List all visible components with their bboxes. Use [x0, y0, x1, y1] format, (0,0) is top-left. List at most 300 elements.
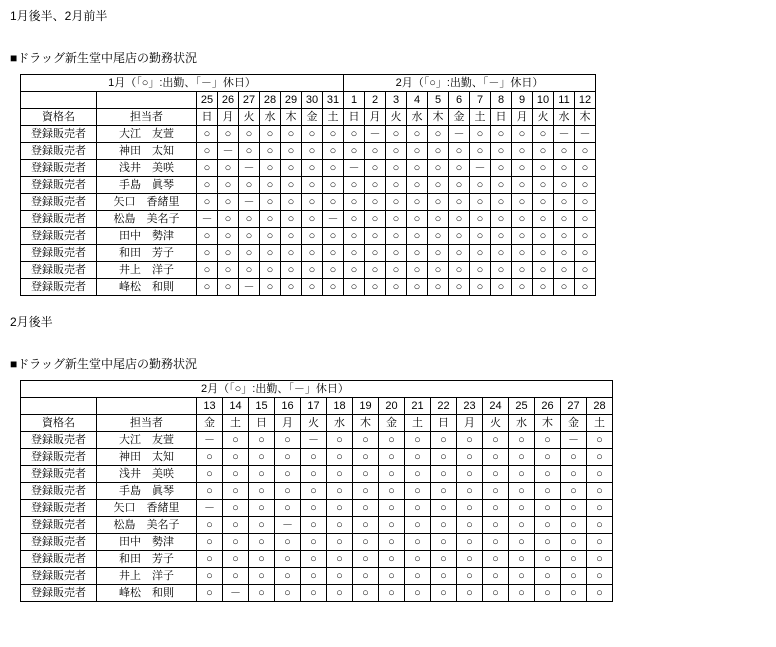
day-cell: 31: [323, 92, 344, 109]
attendance-mark-cell: ○: [561, 483, 587, 500]
attendance-mark-cell: ○: [323, 177, 344, 194]
attendance-mark-cell: ○: [575, 177, 596, 194]
attendance-mark-cell: ○: [587, 449, 613, 466]
attendance-mark-cell: ○: [533, 194, 554, 211]
dow-cell: 月: [365, 109, 386, 126]
attendance-mark-cell: ○: [197, 262, 218, 279]
attendance-mark-cell: ○: [386, 262, 407, 279]
attendance-mark-cell: ○: [561, 568, 587, 585]
staff-name-cell: 浅井 美咲: [97, 466, 197, 483]
table-row: [21, 279, 596, 296]
attendance-mark-cell: ○: [281, 279, 302, 296]
dow-cell: 土: [223, 415, 249, 432]
attendance-mark-cell: ○: [302, 126, 323, 143]
attendance-mark-cell: ○: [587, 568, 613, 585]
attendance-mark-cell: ○: [281, 262, 302, 279]
day-cell: 3: [386, 92, 407, 109]
attendance-mark-cell: ○: [470, 211, 491, 228]
dow-cell: 火: [386, 109, 407, 126]
attendance-mark-cell: ○: [218, 245, 239, 262]
attendance-mark-cell: ○: [218, 211, 239, 228]
attendance-mark-cell: ○: [386, 194, 407, 211]
attendance-mark-cell: ○: [407, 194, 428, 211]
dow-cell: 木: [428, 109, 449, 126]
attendance-mark-cell: ○: [535, 568, 561, 585]
attendance-mark-cell: ○: [533, 228, 554, 245]
attendance-mark-cell: ○: [281, 228, 302, 245]
attendance-mark-cell: ○: [457, 500, 483, 517]
attendance-mark-cell: ○: [386, 228, 407, 245]
attendance-mark-cell: ○: [457, 517, 483, 534]
attendance-mark-cell: ○: [554, 160, 575, 177]
attendance-mark-cell: ○: [260, 126, 281, 143]
attendance-mark-cell: ○: [431, 534, 457, 551]
attendance-mark-cell: ○: [554, 194, 575, 211]
attendance-mark-cell: ○: [535, 517, 561, 534]
attendance-mark-cell: ○: [323, 245, 344, 262]
attendance-mark-cell: ○: [218, 194, 239, 211]
attendance-mark-cell: ○: [575, 211, 596, 228]
attendance-mark-cell: ○: [575, 245, 596, 262]
col-header-name: 担当者: [97, 109, 197, 126]
table-row: [21, 483, 613, 500]
attendance-mark-cell: ○: [223, 432, 249, 449]
attendance-mark-cell: ○: [344, 143, 365, 160]
day-cell: 24: [483, 398, 509, 415]
attendance-mark-cell: ○: [533, 262, 554, 279]
staff-name-cell: 矢口 香緒里: [97, 500, 197, 517]
staff-name-cell: 田中 勢津: [97, 534, 197, 551]
attendance-rows-first-half: [21, 126, 596, 296]
attendance-mark-cell: ○: [327, 585, 353, 602]
staff-name-cell: 和田 芳子: [97, 245, 197, 262]
attendance-mark-cell: ○: [353, 534, 379, 551]
attendance-mark-cell: ○: [327, 449, 353, 466]
attendance-mark-cell: －: [561, 432, 587, 449]
attendance-mark-cell: ○: [275, 568, 301, 585]
attendance-mark-cell: ○: [353, 517, 379, 534]
attendance-mark-cell: ○: [275, 534, 301, 551]
attendance-mark-cell: ○: [223, 500, 249, 517]
attendance-mark-cell: ○: [260, 211, 281, 228]
attendance-mark-cell: ○: [281, 160, 302, 177]
attendance-mark-cell: －: [239, 279, 260, 296]
group-header-feb: 2月（「○」:出勤、「－」休日）: [344, 75, 596, 92]
dow-cell: 日: [431, 415, 457, 432]
attendance-mark-cell: ○: [561, 551, 587, 568]
attendance-mark-cell: ○: [218, 228, 239, 245]
attendance-mark-cell: ○: [491, 211, 512, 228]
dow-cell: 月: [275, 415, 301, 432]
attendance-mark-cell: ○: [470, 177, 491, 194]
attendance-mark-cell: ○: [344, 177, 365, 194]
section2-heading: ■ドラッグ新生堂中尾店の勤務状況: [10, 357, 198, 371]
attendance-mark-cell: ○: [431, 568, 457, 585]
qualification-cell: 登録販売者: [21, 126, 97, 143]
attendance-mark-cell: ○: [239, 143, 260, 160]
attendance-mark-cell: ○: [483, 483, 509, 500]
qualification-cell: 登録販売者: [21, 568, 97, 585]
attendance-mark-cell: ○: [260, 177, 281, 194]
attendance-mark-cell: ○: [275, 449, 301, 466]
attendance-mark-cell: ○: [457, 585, 483, 602]
section1-heading: ■ドラッグ新生堂中尾店の勤務状況: [10, 51, 198, 65]
attendance-mark-cell: ○: [561, 534, 587, 551]
attendance-mark-cell: ○: [327, 517, 353, 534]
attendance-mark-cell: ○: [575, 160, 596, 177]
attendance-mark-cell: ○: [197, 551, 223, 568]
attendance-mark-cell: ○: [386, 177, 407, 194]
attendance-mark-cell: ○: [249, 585, 275, 602]
attendance-mark-cell: ○: [587, 534, 613, 551]
attendance-mark-cell: ○: [431, 585, 457, 602]
attendance-mark-cell: ○: [249, 449, 275, 466]
attendance-mark-cell: ○: [470, 194, 491, 211]
attendance-mark-cell: ○: [405, 568, 431, 585]
table-row: [21, 126, 596, 143]
attendance-mark-cell: ○: [365, 279, 386, 296]
qualification-cell: 登録販売者: [21, 211, 97, 228]
attendance-mark-cell: ○: [431, 432, 457, 449]
dow-cell: 日: [197, 109, 218, 126]
day-cell: 2: [365, 92, 386, 109]
attendance-rows-second-half: [21, 432, 613, 602]
attendance-mark-cell: ○: [512, 177, 533, 194]
attendance-mark-cell: ○: [535, 466, 561, 483]
table-row: [21, 194, 596, 211]
staff-name-cell: 和田 芳子: [97, 551, 197, 568]
staff-name-cell: 松島 美名子: [97, 211, 197, 228]
day-cell: 25: [197, 92, 218, 109]
attendance-mark-cell: ○: [587, 432, 613, 449]
attendance-mark-cell: ○: [470, 262, 491, 279]
attendance-mark-cell: ○: [323, 262, 344, 279]
attendance-mark-cell: ○: [405, 483, 431, 500]
attendance-mark-cell: ○: [587, 585, 613, 602]
dow-cell: 木: [281, 109, 302, 126]
attendance-mark-cell: ○: [239, 126, 260, 143]
attendance-mark-cell: ○: [302, 177, 323, 194]
staff-name-cell: 井上 洋子: [97, 568, 197, 585]
qualification-cell: 登録販売者: [21, 143, 97, 160]
attendance-mark-cell: ○: [365, 211, 386, 228]
attendance-mark-cell: ○: [302, 245, 323, 262]
dow-cell: 月: [512, 109, 533, 126]
attendance-mark-cell: ○: [301, 534, 327, 551]
day-cell: 30: [302, 92, 323, 109]
attendance-mark-cell: ○: [218, 279, 239, 296]
attendance-mark-cell: ○: [575, 143, 596, 160]
attendance-mark-cell: －: [197, 432, 223, 449]
dow-cell: 金: [561, 415, 587, 432]
staff-name-cell: 浅井 美咲: [97, 160, 197, 177]
attendance-mark-cell: ○: [260, 194, 281, 211]
table-row: [21, 585, 613, 602]
attendance-mark-cell: ○: [405, 585, 431, 602]
attendance-mark-cell: ○: [353, 551, 379, 568]
day-cell: 18: [327, 398, 353, 415]
attendance-mark-cell: ○: [302, 143, 323, 160]
attendance-mark-cell: ○: [327, 432, 353, 449]
qualification-cell: 登録販売者: [21, 534, 97, 551]
attendance-mark-cell: ○: [535, 551, 561, 568]
attendance-mark-cell: ○: [386, 143, 407, 160]
attendance-mark-cell: ○: [223, 483, 249, 500]
attendance-mark-cell: ○: [491, 177, 512, 194]
attendance-mark-cell: ○: [249, 551, 275, 568]
day-cell: 21: [405, 398, 431, 415]
qualification-cell: 登録販売者: [21, 245, 97, 262]
dow-cell: 木: [535, 415, 561, 432]
dow-cell: 水: [327, 415, 353, 432]
attendance-mark-cell: ○: [587, 466, 613, 483]
attendance-mark-cell: ○: [428, 245, 449, 262]
attendance-mark-cell: ○: [533, 143, 554, 160]
attendance-mark-cell: ○: [509, 483, 535, 500]
day-cell: 13: [197, 398, 223, 415]
group-header-feb: 2月（「○」:出勤、「－」休日）: [21, 381, 613, 398]
table-row: [21, 211, 596, 228]
table-group-header-row: [21, 381, 613, 398]
attendance-mark-cell: ○: [223, 568, 249, 585]
qualification-cell: 登録販売者: [21, 177, 97, 194]
attendance-mark-cell: ○: [239, 228, 260, 245]
attendance-mark-cell: ○: [197, 228, 218, 245]
dow-cell: 金: [197, 415, 223, 432]
attendance-mark-cell: ○: [344, 211, 365, 228]
attendance-mark-cell: ○: [223, 449, 249, 466]
staff-name-cell: 松島 美名子: [97, 517, 197, 534]
attendance-mark-cell: ○: [301, 483, 327, 500]
attendance-mark-cell: ○: [470, 228, 491, 245]
attendance-mark-cell: ○: [302, 194, 323, 211]
attendance-mark-cell: －: [470, 160, 491, 177]
attendance-mark-cell: ○: [353, 568, 379, 585]
attendance-mark-cell: ○: [281, 177, 302, 194]
attendance-mark-cell: ○: [431, 500, 457, 517]
mid-note: 2月後半: [10, 315, 53, 329]
attendance-mark-cell: ○: [554, 177, 575, 194]
table-row: [21, 432, 613, 449]
attendance-mark-cell: －: [218, 143, 239, 160]
table-dow-row: [21, 109, 596, 126]
qualification-cell: 登録販売者: [21, 500, 97, 517]
dow-cell: 火: [301, 415, 327, 432]
attendance-mark-cell: ○: [386, 126, 407, 143]
attendance-mark-cell: ○: [379, 500, 405, 517]
attendance-mark-cell: ○: [353, 500, 379, 517]
top-note: 1月後半、2月前半: [10, 9, 108, 23]
attendance-mark-cell: ○: [533, 211, 554, 228]
attendance-mark-cell: ○: [301, 466, 327, 483]
attendance-mark-cell: ○: [249, 568, 275, 585]
attendance-mark-cell: ○: [483, 466, 509, 483]
attendance-mark-cell: －: [575, 126, 596, 143]
attendance-mark-cell: ○: [275, 483, 301, 500]
table-row: [21, 568, 613, 585]
day-cell: 27: [239, 92, 260, 109]
attendance-mark-cell: ○: [554, 279, 575, 296]
attendance-mark-cell: ○: [491, 194, 512, 211]
attendance-mark-cell: ○: [197, 449, 223, 466]
attendance-mark-cell: ○: [533, 245, 554, 262]
dow-cell: 木: [353, 415, 379, 432]
day-cell: 25: [509, 398, 535, 415]
attendance-mark-cell: －: [449, 126, 470, 143]
attendance-mark-cell: －: [554, 126, 575, 143]
attendance-mark-cell: ○: [533, 279, 554, 296]
attendance-mark-cell: ○: [431, 483, 457, 500]
attendance-mark-cell: ○: [428, 228, 449, 245]
attendance-mark-cell: －: [197, 500, 223, 517]
attendance-mark-cell: ○: [457, 466, 483, 483]
attendance-mark-cell: ○: [323, 160, 344, 177]
attendance-mark-cell: ○: [491, 262, 512, 279]
attendance-mark-cell: ○: [379, 517, 405, 534]
table-row: [21, 143, 596, 160]
attendance-mark-cell: ○: [407, 160, 428, 177]
table-row: [21, 177, 596, 194]
attendance-mark-cell: ○: [249, 500, 275, 517]
attendance-mark-cell: ○: [344, 194, 365, 211]
dow-cell: 日: [344, 109, 365, 126]
attendance-mark-cell: ○: [491, 126, 512, 143]
attendance-mark-cell: ○: [365, 177, 386, 194]
attendance-mark-cell: ○: [281, 126, 302, 143]
col-header-name: 担当者: [97, 415, 197, 432]
attendance-mark-cell: ○: [535, 432, 561, 449]
attendance-mark-cell: ○: [509, 534, 535, 551]
attendance-mark-cell: ○: [302, 228, 323, 245]
attendance-mark-cell: ○: [509, 466, 535, 483]
attendance-mark-cell: ○: [379, 432, 405, 449]
attendance-mark-cell: ○: [575, 228, 596, 245]
attendance-mark-cell: ○: [353, 432, 379, 449]
day-cell: 15: [249, 398, 275, 415]
attendance-mark-cell: ○: [301, 585, 327, 602]
attendance-mark-cell: ○: [428, 143, 449, 160]
attendance-mark-cell: ○: [223, 551, 249, 568]
dow-cell: 土: [470, 109, 491, 126]
staff-name-cell: 手島 眞琴: [97, 177, 197, 194]
attendance-mark-cell: ○: [554, 228, 575, 245]
table-row: [21, 534, 613, 551]
attendance-mark-cell: ○: [483, 432, 509, 449]
attendance-mark-cell: ○: [535, 534, 561, 551]
attendance-mark-cell: ○: [386, 279, 407, 296]
dow-cell: 日: [249, 415, 275, 432]
attendance-mark-cell: ○: [407, 279, 428, 296]
table-row: [21, 466, 613, 483]
attendance-mark-cell: ○: [449, 228, 470, 245]
attendance-mark-cell: ○: [449, 211, 470, 228]
attendance-mark-cell: ○: [449, 245, 470, 262]
qualification-cell: 登録販売者: [21, 449, 97, 466]
attendance-mark-cell: ○: [405, 551, 431, 568]
attendance-mark-cell: ○: [512, 143, 533, 160]
attendance-mark-cell: ○: [260, 262, 281, 279]
attendance-mark-cell: ○: [327, 500, 353, 517]
attendance-mark-cell: ○: [587, 500, 613, 517]
attendance-mark-cell: ○: [327, 551, 353, 568]
attendance-mark-cell: ○: [407, 126, 428, 143]
staff-name-cell: 大江 友萱: [97, 126, 197, 143]
attendance-mark-cell: ○: [431, 517, 457, 534]
attendance-mark-cell: ○: [344, 126, 365, 143]
attendance-mark-cell: ○: [344, 228, 365, 245]
attendance-mark-cell: ○: [483, 568, 509, 585]
attendance-mark-cell: ○: [428, 177, 449, 194]
attendance-mark-cell: －: [323, 211, 344, 228]
attendance-mark-cell: ○: [249, 534, 275, 551]
day-cell: 27: [561, 398, 587, 415]
col-header-qual: 資格名: [21, 109, 97, 126]
day-cell: 14: [223, 398, 249, 415]
attendance-mark-cell: ○: [218, 262, 239, 279]
day-cell: 17: [301, 398, 327, 415]
attendance-mark-cell: ○: [218, 126, 239, 143]
qualification-cell: 登録販売者: [21, 194, 97, 211]
attendance-mark-cell: ○: [197, 143, 218, 160]
staff-name-cell: 田中 勢津: [97, 228, 197, 245]
attendance-mark-cell: ○: [379, 449, 405, 466]
attendance-mark-cell: －: [239, 160, 260, 177]
staff-name-cell: 手島 眞琴: [97, 483, 197, 500]
attendance-mark-cell: ○: [512, 228, 533, 245]
attendance-mark-cell: ○: [365, 228, 386, 245]
attendance-mark-cell: ○: [535, 500, 561, 517]
attendance-mark-cell: ○: [449, 279, 470, 296]
day-cell: 1: [344, 92, 365, 109]
attendance-mark-cell: ○: [428, 194, 449, 211]
col-header-qual-blank: [21, 92, 97, 109]
attendance-mark-cell: ○: [457, 551, 483, 568]
day-cell: 7: [470, 92, 491, 109]
attendance-mark-cell: ○: [197, 160, 218, 177]
attendance-mark-cell: ○: [587, 483, 613, 500]
attendance-mark-cell: ○: [275, 466, 301, 483]
table-day-row: [21, 398, 613, 415]
attendance-mark-cell: ○: [260, 245, 281, 262]
table-row: [21, 500, 613, 517]
attendance-mark-cell: ○: [302, 279, 323, 296]
col-header-name-blank: [97, 398, 197, 415]
attendance-table-second-half: [20, 380, 613, 602]
col-header-qual-blank: [21, 398, 97, 415]
attendance-mark-cell: ○: [223, 466, 249, 483]
attendance-mark-cell: ○: [365, 143, 386, 160]
dow-cell: 土: [323, 109, 344, 126]
dow-cell: 土: [587, 415, 613, 432]
attendance-mark-cell: ○: [561, 500, 587, 517]
attendance-mark-cell: ○: [223, 517, 249, 534]
table-row: [21, 449, 613, 466]
attendance-mark-cell: ○: [344, 262, 365, 279]
attendance-mark-cell: ○: [301, 500, 327, 517]
attendance-mark-cell: ○: [512, 126, 533, 143]
attendance-mark-cell: ○: [239, 211, 260, 228]
attendance-mark-cell: ○: [239, 245, 260, 262]
day-cell: 4: [407, 92, 428, 109]
table-group-header-row: [21, 75, 596, 92]
dow-cell: 水: [407, 109, 428, 126]
day-cell: 8: [491, 92, 512, 109]
attendance-mark-cell: ○: [301, 449, 327, 466]
dow-cell: 水: [509, 415, 535, 432]
attendance-mark-cell: ○: [405, 432, 431, 449]
attendance-mark-cell: ○: [587, 517, 613, 534]
day-cell: 23: [457, 398, 483, 415]
